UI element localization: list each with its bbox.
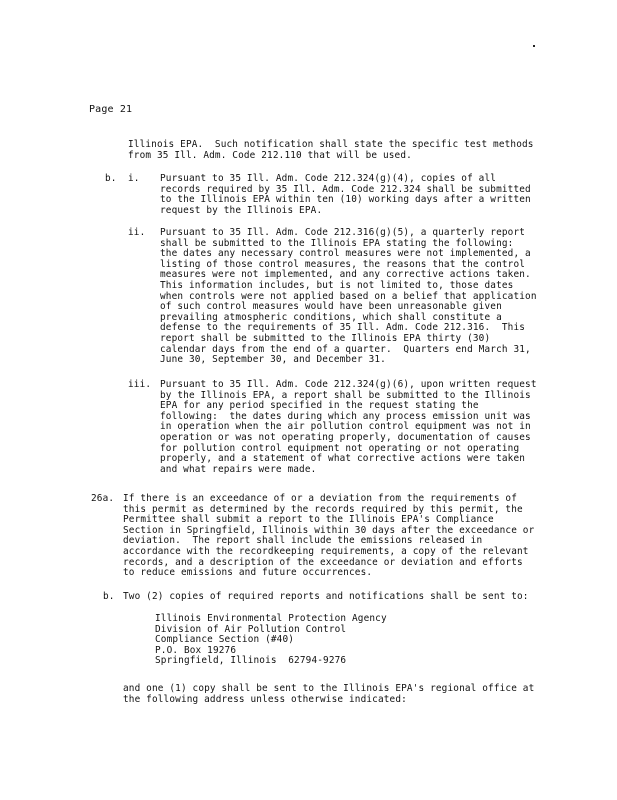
item-26a-paragraph: [123, 494, 534, 579]
text-line: deviation. The report shall include the emissions released in: [123, 535, 483, 547]
text-line: the following address unless otherwise indicated:: [123, 693, 407, 705]
address-line: P.O. Box 19276: [155, 644, 237, 656]
closing-paragraph: [123, 684, 534, 705]
text-line: for pollution control equipment not operating or not operating: [160, 442, 520, 454]
text-line: operation or was not operating properly, documentation of causes: [160, 431, 531, 443]
text-line: when controls were not applied based on a belief that application: [160, 290, 537, 302]
text-line: Section in Springfield, Illinois within 30 days after the exceedance or: [123, 524, 535, 536]
address-line: Compliance Section (#40): [155, 634, 295, 646]
item-b-label: b.: [105, 173, 117, 184]
text-line: in operation when the air pollution control equipment was not in: [160, 421, 531, 433]
item-b-i-paragraph: [160, 174, 531, 216]
text-line: following: the dates during which any process emission unit was: [160, 410, 531, 422]
text-line: report shall be submitted to the Illinois EPA thirty (30): [160, 332, 491, 344]
text-line: to reduce emissions and future occurrences.: [123, 567, 373, 579]
text-line: of such control measures would have been unreasonable given: [160, 301, 502, 313]
address-line: Springfield, Illinois 62794-9276: [155, 655, 347, 667]
text-line: this permit as determined by the records required by this permit, the: [123, 503, 523, 515]
address-line: Division of Air Pollution Control: [155, 623, 347, 635]
item-b-iii-paragraph: [160, 380, 537, 475]
text-line: If there is an exceedance of or a deviation from the requirements of: [123, 493, 518, 504]
mailing-address: [155, 614, 387, 667]
item-b-i-label: i.: [128, 173, 140, 184]
text-line: records, and a description of the exceedance or deviation and efforts: [123, 556, 523, 568]
address-line: Illinois Environmental Protection Agency: [155, 613, 387, 624]
item-b-ii-paragraph: [160, 228, 537, 366]
text-line: Pursuant to 35 Ill. Adm. Code 212.324(g)(6), upon written request: [160, 379, 537, 390]
text-line: and what repairs were made.: [160, 463, 317, 475]
text-line: and one (1) copy shall be sent to the Illinois EPA's regional office at: [123, 683, 535, 694]
text-line: This information includes, but is not limited to, those dates: [160, 279, 514, 291]
text-line: accordance with the recordkeeping requirements, a copy of the relevant: [123, 545, 529, 557]
item-26a-label: 26a.: [91, 493, 115, 504]
item-26b-label: b.: [103, 591, 115, 602]
text-line: EPA for any period specified in the request stating the: [160, 400, 479, 412]
text-line: Illinois EPA. Such notification shall state the specific test methods: [128, 139, 534, 150]
text-line: properly, and a statement of what corrective actions were taken: [160, 453, 526, 465]
text-line: measures were not implemented, and any corrective actions taken.: [160, 269, 531, 281]
page-number: Page 21: [89, 104, 133, 115]
text-line: calendar days from the end of a quarter. Quarters end March 31,: [160, 343, 531, 355]
text-line: defense to the requirements of 35 Ill. Adm. Code 212.316. This: [160, 322, 526, 334]
text-line: from 35 Ill. Adm. Code 212.110 that will be used.: [128, 149, 412, 161]
continuation-paragraph: [128, 140, 534, 161]
text-line: Permittee shall submit a report to the Illinois EPA's Compliance: [123, 514, 494, 526]
item-26b-paragraph: [123, 592, 529, 603]
text-line: shall be submitted to the Illinois EPA stating the following:: [160, 237, 514, 249]
item-b-iii-label: iii.: [128, 379, 152, 390]
item-b-ii-label: ii.: [128, 227, 146, 238]
text-line: request by the Illinois EPA.: [160, 204, 323, 216]
scan-speck: [533, 45, 535, 47]
text-line: Two (2) copies of required reports and notifications shall be sent to:: [123, 591, 529, 602]
text-line: Pursuant to 35 Ill. Adm. Code 212.324(g)(4), copies of all: [160, 173, 497, 184]
text-line: to the Illinois EPA within ten (10) working days after a written: [160, 194, 531, 206]
text-line: records required by 35 Ill. Adm. Code 212.324 shall be submitted: [160, 183, 531, 195]
text-line: by the Illinois EPA, a report shall be submitted to the Illinois: [160, 389, 531, 401]
text-line: prevailing atmospheric conditions, which shall constitute a: [160, 311, 502, 323]
text-line: listing of those control measures, the reasons that the control: [160, 258, 526, 270]
text-line: the dates any necessary control measures were not implemented, a: [160, 248, 531, 260]
text-line: Pursuant to 35 Ill. Adm. Code 212.316(g)(5), a quarterly report: [160, 227, 526, 238]
text-line: June 30, September 30, and December 31.: [160, 354, 386, 366]
